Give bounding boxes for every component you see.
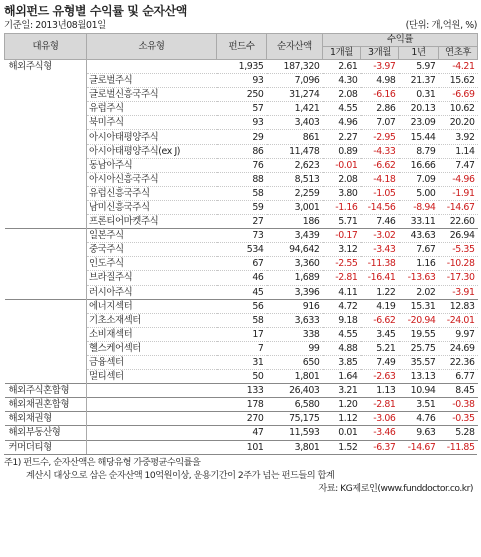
cell-net-assets: 11,478 <box>267 144 323 158</box>
cell-return-ytd: 10.62 <box>439 102 478 116</box>
cell-return-1y: 7.67 <box>399 243 439 257</box>
cell-return-3m: 7.49 <box>361 355 399 369</box>
cell-main-type: 해외주식형 <box>5 60 87 74</box>
table-row <box>5 200 478 214</box>
cell-return-1y: 3.51 <box>399 398 439 412</box>
cell-return-ytd: 8.45 <box>439 384 478 398</box>
cell-return-1y: 2.02 <box>399 285 439 299</box>
cell-main-type <box>5 215 87 229</box>
cell-main-type: 해외주식혼합형 <box>5 384 87 398</box>
cell-net-assets: 2,259 <box>267 186 323 200</box>
cell-sub-type: 소비재섹터 <box>87 327 217 341</box>
source-credit: 자료: KG제로인(www.funddoctor.co.kr) <box>318 482 473 494</box>
cell-sub-type <box>87 426 217 440</box>
table-row <box>5 243 478 257</box>
cell-return-3m: -14.56 <box>361 200 399 214</box>
cell-sub-type: 남미신흥국주식 <box>87 200 217 214</box>
cell-fund-count: 45 <box>217 285 267 299</box>
table-row <box>5 271 478 285</box>
cell-return-3m: 4.98 <box>361 74 399 88</box>
cell-return-1y: 7.09 <box>399 172 439 186</box>
cell-return-ytd: 20.20 <box>439 116 478 130</box>
table-row <box>5 299 478 313</box>
cell-return-1y: 33.11 <box>399 215 439 229</box>
cell-net-assets: 861 <box>267 130 323 144</box>
cell-return-ytd: -10.28 <box>439 257 478 271</box>
cell-return-3m: 3.45 <box>361 327 399 341</box>
cell-main-type <box>5 116 87 130</box>
cell-fund-count: 76 <box>217 158 267 172</box>
cell-net-assets: 26,403 <box>267 384 323 398</box>
cell-return-1y: 15.31 <box>399 299 439 313</box>
cell-return-ytd: 1.14 <box>439 144 478 158</box>
cell-return-ytd: 22.36 <box>439 355 478 369</box>
cell-return-1m: 0.01 <box>323 426 361 440</box>
cell-return-ytd: -17.30 <box>439 271 478 285</box>
table-row <box>5 74 478 88</box>
cell-fund-count: 17 <box>217 327 267 341</box>
cell-return-3m: -4.18 <box>361 172 399 186</box>
cell-sub-type: 아시아태평양주식(ex J) <box>87 144 217 158</box>
cell-net-assets: 3,439 <box>267 229 323 243</box>
cell-sub-type: 헬스케어섹터 <box>87 341 217 355</box>
cell-return-ytd: -4.96 <box>439 172 478 186</box>
cell-sub-type: 유럽주식 <box>87 102 217 116</box>
cell-return-1m: 3.80 <box>323 186 361 200</box>
cell-return-3m: -2.95 <box>361 130 399 144</box>
cell-return-1m: -1.16 <box>323 200 361 214</box>
returns-table <box>4 33 478 454</box>
cell-main-type <box>5 130 87 144</box>
table-row <box>5 440 478 454</box>
cell-net-assets: 3,633 <box>267 313 323 327</box>
table-row <box>5 398 478 412</box>
cell-fund-count: 31 <box>217 355 267 369</box>
cell-return-ytd: 5.28 <box>439 426 478 440</box>
cell-fund-count: 133 <box>217 384 267 398</box>
cell-return-1y: -20.94 <box>399 313 439 327</box>
cell-fund-count: 93 <box>217 116 267 130</box>
cell-sub-type: 북미주식 <box>87 116 217 130</box>
cell-return-3m: -4.33 <box>361 144 399 158</box>
cell-return-1m: 4.30 <box>323 74 361 88</box>
cell-return-ytd: -3.91 <box>439 285 478 299</box>
cell-return-1m: 1.12 <box>323 412 361 426</box>
cell-fund-count: 7 <box>217 341 267 355</box>
cell-net-assets: 338 <box>267 327 323 341</box>
cell-return-1y: 1.16 <box>399 257 439 271</box>
cell-return-3m: 5.21 <box>361 341 399 355</box>
subtitle-bar <box>4 19 477 33</box>
cell-main-type <box>5 88 87 102</box>
cell-net-assets: 1,801 <box>267 370 323 384</box>
cell-net-assets: 3,001 <box>267 200 323 214</box>
cell-return-ytd: 9.97 <box>439 327 478 341</box>
cell-fund-count: 50 <box>217 370 267 384</box>
cell-return-1y: 4.76 <box>399 412 439 426</box>
cell-return-1m: -2.55 <box>323 257 361 271</box>
cell-return-ytd: 6.77 <box>439 370 478 384</box>
cell-return-3m: -2.81 <box>361 398 399 412</box>
cell-fund-count: 67 <box>217 257 267 271</box>
cell-fund-count: 1,935 <box>217 60 267 74</box>
cell-return-1y: 43.63 <box>399 229 439 243</box>
cell-main-type <box>5 144 87 158</box>
cell-return-1m: 4.88 <box>323 341 361 355</box>
cell-return-1m: 9.18 <box>323 313 361 327</box>
header-sub-type: 소유형 <box>87 34 217 60</box>
cell-return-1m: 1.64 <box>323 370 361 384</box>
cell-main-type <box>5 370 87 384</box>
cell-main-type <box>5 229 87 243</box>
cell-net-assets: 75,175 <box>267 412 323 426</box>
table-row <box>5 341 478 355</box>
cell-net-assets: 99 <box>267 341 323 355</box>
cell-sub-type: 유럽신흥국주식 <box>87 186 217 200</box>
cell-return-3m: 2.86 <box>361 102 399 116</box>
cell-main-type <box>5 285 87 299</box>
cell-return-1m: 4.11 <box>323 285 361 299</box>
cell-return-ytd: 15.62 <box>439 74 478 88</box>
cell-return-1m: 2.08 <box>323 172 361 186</box>
header-net-assets: 순자산액 <box>267 34 323 60</box>
cell-return-1y: 5.97 <box>399 60 439 74</box>
cell-return-1y: 19.55 <box>399 327 439 341</box>
cell-sub-type: 기초소재섹터 <box>87 313 217 327</box>
cell-return-3m: -2.63 <box>361 370 399 384</box>
cell-return-ytd: -0.35 <box>439 412 478 426</box>
table-row <box>5 370 478 384</box>
cell-return-3m: -3.46 <box>361 426 399 440</box>
cell-net-assets: 3,403 <box>267 116 323 130</box>
cell-sub-type: 일본주식 <box>87 229 217 243</box>
cell-return-3m: -16.41 <box>361 271 399 285</box>
cell-main-type <box>5 243 87 257</box>
cell-return-1m: 3.21 <box>323 384 361 398</box>
cell-main-type <box>5 355 87 369</box>
cell-return-1y: 23.09 <box>399 116 439 130</box>
cell-return-1y: 9.63 <box>399 426 439 440</box>
cell-fund-count: 58 <box>217 186 267 200</box>
cell-return-1m: -0.01 <box>323 158 361 172</box>
cell-main-type: 해외부동산형 <box>5 426 87 440</box>
cell-net-assets: 650 <box>267 355 323 369</box>
cell-return-3m: -6.62 <box>361 313 399 327</box>
cell-return-3m: 7.07 <box>361 116 399 130</box>
table-row <box>5 313 478 327</box>
cell-return-3m: 7.46 <box>361 215 399 229</box>
cell-sub-type <box>87 60 217 74</box>
cell-return-3m: -3.06 <box>361 412 399 426</box>
cell-fund-count: 57 <box>217 102 267 116</box>
cell-fund-count: 270 <box>217 412 267 426</box>
cell-sub-type <box>87 384 217 398</box>
cell-main-type <box>5 313 87 327</box>
cell-sub-type <box>87 412 217 426</box>
table-row <box>5 102 478 116</box>
cell-sub-type: 프론티어마켓주식 <box>87 215 217 229</box>
table-row <box>5 355 478 369</box>
cell-return-1m: 1.52 <box>323 440 361 454</box>
cell-return-ytd: 3.92 <box>439 130 478 144</box>
cell-sub-type: 러시아주식 <box>87 285 217 299</box>
cell-fund-count: 250 <box>217 88 267 102</box>
footnote <box>4 454 477 495</box>
cell-fund-count: 101 <box>217 440 267 454</box>
footnote-line-2: 계산시 대상으로 삼은 순자산액 10억원이상, 운용기간이 2주가 넘는 펀드들의 합계 <box>26 469 335 481</box>
cell-net-assets: 2,623 <box>267 158 323 172</box>
cell-net-assets: 1,421 <box>267 102 323 116</box>
cell-net-assets: 31,274 <box>267 88 323 102</box>
table-body <box>5 60 478 454</box>
header-fund-count: 펀드수 <box>217 34 267 60</box>
footnote-line-1: 주1) 펀드수, 순자산액은 해당유형 가중평균수익률을 <box>4 456 201 468</box>
cell-net-assets: 94,642 <box>267 243 323 257</box>
cell-net-assets: 7,096 <box>267 74 323 88</box>
cell-return-ytd: -6.69 <box>439 88 478 102</box>
cell-return-3m: -6.16 <box>361 88 399 102</box>
cell-return-3m: -6.37 <box>361 440 399 454</box>
table-row <box>5 327 478 341</box>
cell-return-1m: 2.61 <box>323 60 361 74</box>
cell-sub-type <box>87 440 217 454</box>
table-row <box>5 60 478 74</box>
cell-sub-type: 멀티섹터 <box>87 370 217 384</box>
cell-fund-count: 59 <box>217 200 267 214</box>
table-row <box>5 172 478 186</box>
cell-sub-type: 브라질주식 <box>87 271 217 285</box>
cell-return-1y: 35.57 <box>399 355 439 369</box>
header-ytd: 연초후 <box>439 47 478 60</box>
cell-return-1m: -0.17 <box>323 229 361 243</box>
table-row <box>5 257 478 271</box>
cell-return-3m: 1.13 <box>361 384 399 398</box>
cell-main-type <box>5 186 87 200</box>
cell-net-assets: 3,396 <box>267 285 323 299</box>
cell-sub-type: 인도주식 <box>87 257 217 271</box>
cell-return-1y: 13.13 <box>399 370 439 384</box>
table-row <box>5 88 478 102</box>
cell-return-3m: -3.97 <box>361 60 399 74</box>
header-1y: 1년 <box>399 47 439 60</box>
cell-net-assets: 916 <box>267 299 323 313</box>
cell-sub-type: 아시아태평양주식 <box>87 130 217 144</box>
cell-return-1y: 5.00 <box>399 186 439 200</box>
cell-main-type <box>5 327 87 341</box>
cell-main-type <box>5 158 87 172</box>
cell-sub-type: 중국주식 <box>87 243 217 257</box>
cell-return-1m: 3.12 <box>323 243 361 257</box>
cell-return-1y: 15.44 <box>399 130 439 144</box>
cell-fund-count: 27 <box>217 215 267 229</box>
cell-return-1m: 4.55 <box>323 102 361 116</box>
cell-main-type: 해외채권혼합형 <box>5 398 87 412</box>
header-main-type: 대유형 <box>5 34 87 60</box>
cell-fund-count: 29 <box>217 130 267 144</box>
header-row-1 <box>5 34 478 47</box>
cell-return-ytd: -14.67 <box>439 200 478 214</box>
cell-return-ytd: -1.91 <box>439 186 478 200</box>
cell-main-type <box>5 200 87 214</box>
cell-return-1m: 4.72 <box>323 299 361 313</box>
cell-main-type: 커머더티형 <box>5 440 87 454</box>
cell-net-assets: 187,320 <box>267 60 323 74</box>
cell-return-1y: 25.75 <box>399 341 439 355</box>
cell-return-ytd: -24.01 <box>439 313 478 327</box>
cell-fund-count: 93 <box>217 74 267 88</box>
cell-return-3m: 4.19 <box>361 299 399 313</box>
cell-return-ytd: -11.85 <box>439 440 478 454</box>
cell-fund-count: 73 <box>217 229 267 243</box>
cell-fund-count: 534 <box>217 243 267 257</box>
cell-sub-type: 글로벌신흥국주식 <box>87 88 217 102</box>
cell-return-1m: 2.08 <box>323 88 361 102</box>
cell-fund-count: 86 <box>217 144 267 158</box>
cell-return-1y: 16.66 <box>399 158 439 172</box>
cell-main-type <box>5 74 87 88</box>
header-3m: 3개월 <box>361 47 399 60</box>
table-row <box>5 285 478 299</box>
cell-return-1m: 4.55 <box>323 327 361 341</box>
cell-return-1m: 4.96 <box>323 116 361 130</box>
cell-fund-count: 56 <box>217 299 267 313</box>
cell-main-type: 해외채권형 <box>5 412 87 426</box>
cell-sub-type: 글로벌주식 <box>87 74 217 88</box>
cell-return-1y: 0.31 <box>399 88 439 102</box>
cell-return-ytd: 24.69 <box>439 341 478 355</box>
cell-return-ytd: -0.38 <box>439 398 478 412</box>
table-row <box>5 384 478 398</box>
table-row <box>5 130 478 144</box>
cell-return-1y: 8.79 <box>399 144 439 158</box>
cell-fund-count: 46 <box>217 271 267 285</box>
cell-sub-type: 금융섹터 <box>87 355 217 369</box>
cell-net-assets: 6,580 <box>267 398 323 412</box>
cell-fund-count: 178 <box>217 398 267 412</box>
cell-fund-count: 47 <box>217 426 267 440</box>
table-row <box>5 144 478 158</box>
cell-return-3m: -11.38 <box>361 257 399 271</box>
cell-return-1y: 20.13 <box>399 102 439 116</box>
cell-return-1y: 21.37 <box>399 74 439 88</box>
cell-return-ytd: 26.94 <box>439 229 478 243</box>
table-row <box>5 412 478 426</box>
cell-return-3m: -6.62 <box>361 158 399 172</box>
table-row <box>5 186 478 200</box>
cell-return-3m: -3.02 <box>361 229 399 243</box>
table-row <box>5 426 478 440</box>
cell-return-ytd: -4.21 <box>439 60 478 74</box>
cell-return-ytd: 7.47 <box>439 158 478 172</box>
cell-main-type <box>5 341 87 355</box>
cell-main-type <box>5 257 87 271</box>
table-row <box>5 229 478 243</box>
cell-return-3m: -3.43 <box>361 243 399 257</box>
table-row <box>5 158 478 172</box>
cell-return-ytd: -5.35 <box>439 243 478 257</box>
cell-net-assets: 1,689 <box>267 271 323 285</box>
cell-return-1m: 3.85 <box>323 355 361 369</box>
cell-net-assets: 186 <box>267 215 323 229</box>
cell-net-assets: 11,593 <box>267 426 323 440</box>
header-1m: 1개월 <box>323 47 361 60</box>
cell-return-1m: 2.27 <box>323 130 361 144</box>
cell-return-1y: -8.94 <box>399 200 439 214</box>
cell-net-assets: 8,513 <box>267 172 323 186</box>
cell-return-1y: -13.63 <box>399 271 439 285</box>
cell-sub-type: 에너지섹터 <box>87 299 217 313</box>
header-returns: 수익률 <box>323 34 478 47</box>
cell-fund-count: 58 <box>217 313 267 327</box>
cell-return-1y: 10.94 <box>399 384 439 398</box>
cell-return-3m: -1.05 <box>361 186 399 200</box>
cell-main-type <box>5 271 87 285</box>
page-title: 해외펀드 유형별 수익률 및 순자산액 <box>4 4 187 18</box>
cell-fund-count: 88 <box>217 172 267 186</box>
cell-main-type <box>5 102 87 116</box>
cell-return-ytd: 22.60 <box>439 215 478 229</box>
cell-sub-type: 아시아신흥국주식 <box>87 172 217 186</box>
cell-sub-type <box>87 398 217 412</box>
unit-label: (단위: 개,억원, %) <box>405 20 477 31</box>
cell-return-1m: 5.71 <box>323 215 361 229</box>
cell-return-1y: -14.67 <box>399 440 439 454</box>
cell-net-assets: 3,801 <box>267 440 323 454</box>
cell-return-1m: -2.81 <box>323 271 361 285</box>
cell-main-type <box>5 299 87 313</box>
cell-return-1m: 0.89 <box>323 144 361 158</box>
cell-return-1m: 1.20 <box>323 398 361 412</box>
cell-main-type <box>5 172 87 186</box>
cell-sub-type: 동남아주식 <box>87 158 217 172</box>
table-row <box>5 215 478 229</box>
base-date: 기준일: 2013년08월01일 <box>4 20 106 31</box>
cell-net-assets: 3,360 <box>267 257 323 271</box>
table-row <box>5 116 478 130</box>
cell-return-3m: 1.22 <box>361 285 399 299</box>
cell-return-ytd: 12.83 <box>439 299 478 313</box>
